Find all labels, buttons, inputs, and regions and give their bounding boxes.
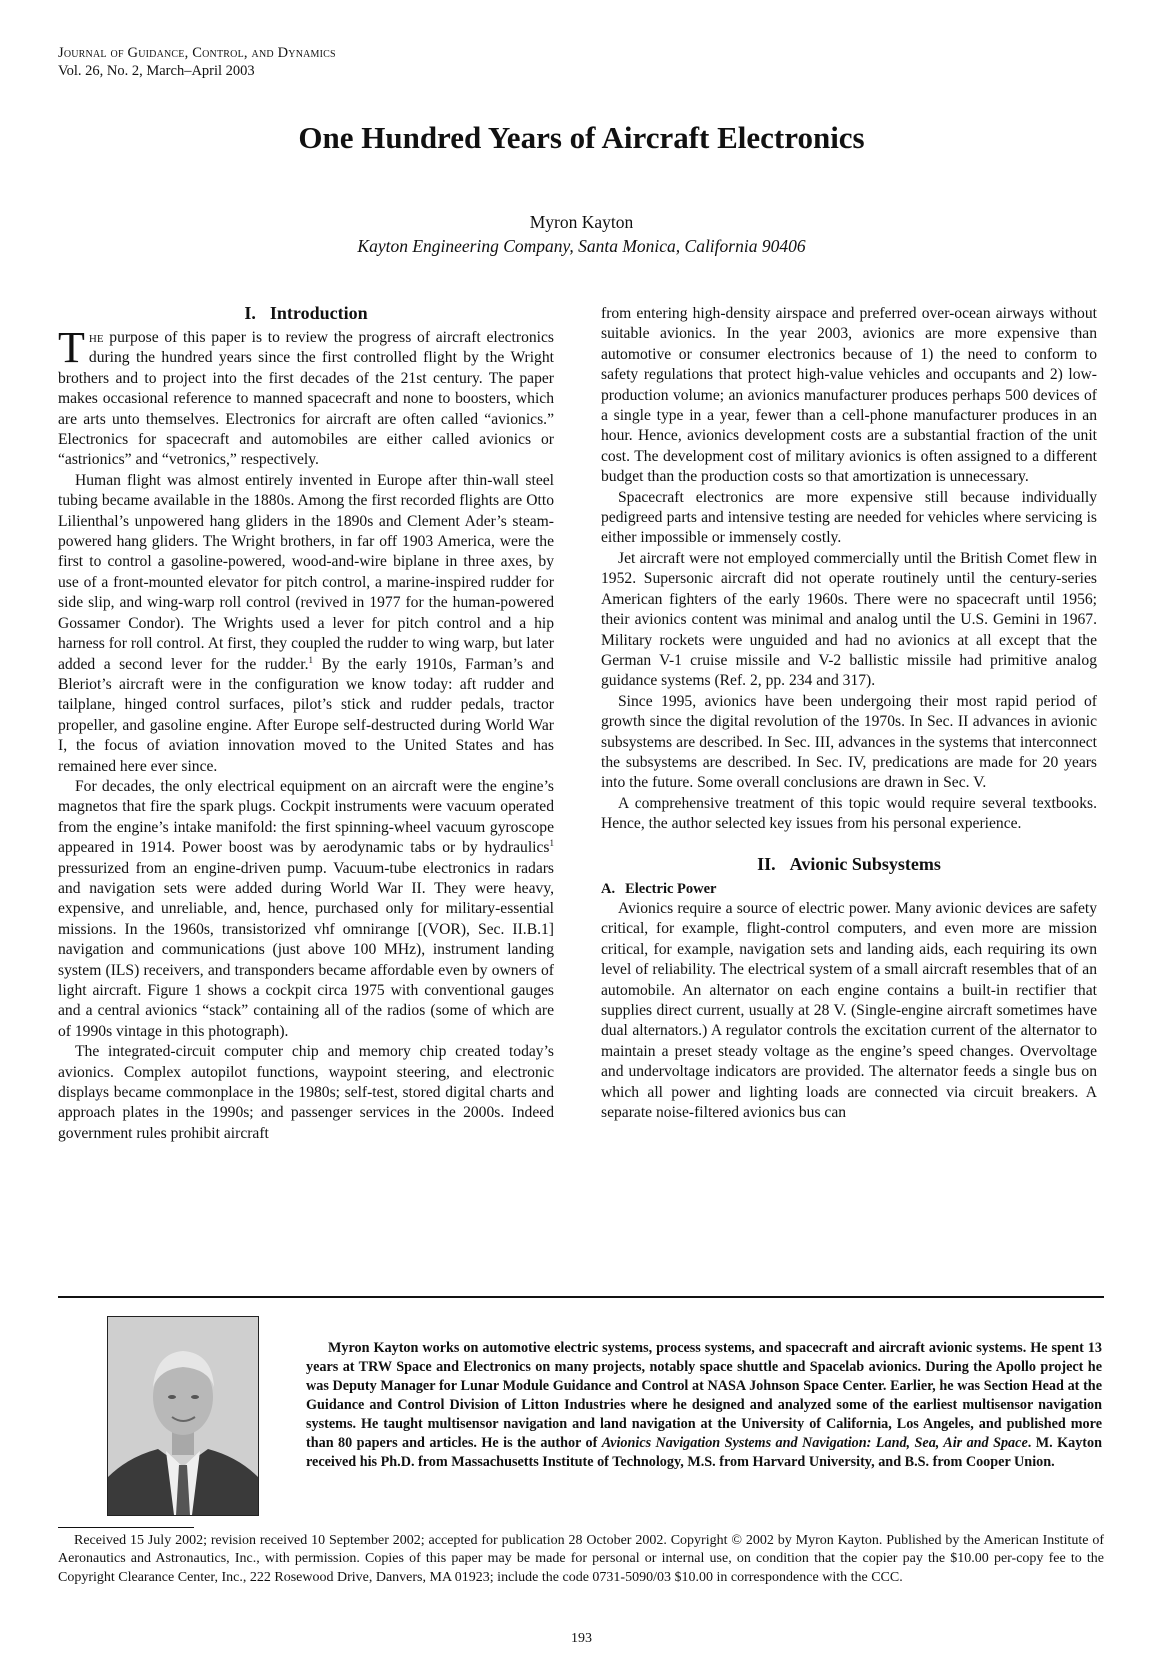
- section-number: I.: [244, 303, 256, 323]
- left-column: [58, 302, 554, 1144]
- drop-cap: T: [58, 323, 85, 372]
- paragraph: [58, 777, 554, 1042]
- right-column: [601, 304, 1097, 1123]
- page-number: 193: [571, 1631, 592, 1646]
- paragraph-text: pressurized from an engine-driven pump. Vacuum-tube electronics in radars and navigation sets were added during World War II. They were heavy, expensive, and unreliable, and, hence, purchased only for military-essential missions. In the 1960s, transistorized vhf omnirange [(VOR), Sec. II.B.1] navigation and communications (just above 100 MHz), instrument landing system (ILS) receivers, and transponders became affordable even by owners of light aircraft. Figure 1 shows a cockpit circa 1975 with conventional gauges and a central avionics “stack” containing all of the radios (some of which are of 1990s vintage in this photograph).: [58, 859, 554, 1040]
- footnote-text: 2002 by Myron Kayton. Published by the American Institute of Aeronautics and Astronautics, Inc., with permission. Copies of this paper may be made for personal or internal use, on condition that the copier pay the $10.00 per-copy fee to the Copyright Clearance Center, Inc., 222 Rosewood Drive, Danvers, MA 01923; include the code 0731-5090/03 $10.00 in correspondence with the CCC.: [58, 1533, 1105, 1585]
- section-heading-avionic-subsystems: [601, 853, 1097, 875]
- paragraph: [58, 471, 554, 777]
- paragraph: Since 1995, avionics have been undergoing their most rapid period of growth since the digital revolution of the 1970s. In Sec. II advances in avionic subsystems are described. In Sec. III, advances in the systems that interconnect the subsystems are described. In Sec. IV, predications are made for 20 years into the future. Some overall conclusions are drawn in Sec. V.: [601, 692, 1097, 792]
- footnote-text: Received 15 July 2002; revision received 10 September 2002; accepted for publication 28 October 2002. Copyright: [74, 1533, 732, 1548]
- author-photo: [107, 1316, 259, 1516]
- subsection-label: A.: [601, 880, 616, 897]
- paragraph: [58, 323, 554, 471]
- smallcaps-lead: he: [88, 329, 104, 346]
- copyright-symbol: ©: [731, 1533, 743, 1548]
- paragraph-text: For decades, the only electrical equipment on an aircraft were the engine’s magnetos that fire the spark plugs. Cockpit instruments were vacuum operated from the engine’s intake manifold: the first spinning-wheel vacuum gyroscope appeared in 1914. Power boost was by aerodynamic tabs or by hydraulics: [58, 777, 554, 857]
- author-name: Myron Kayton: [529, 212, 634, 232]
- subsection-heading-electric-power: [601, 879, 1097, 899]
- bio-text: Myron Kayton works on automotive electric systems, process systems, and spacecraft and aircraft avionic systems. He spent 13 years at TRW Space and Electronics on many projects, notably space shuttle and Spacelab avionics. During the Apollo project he was Deputy Manager for Lunar Module Guidance and Control at NASA Johnson Space Center. Earlier, he was Section Head at the Guidance and Control Division of Litton Industries where he designed and analyzed some of the earliest multisensor navigation systems. He taught multisensor navigation and land navigation at the University of California, Los Angeles, and published more than 80 papers and articles. He is the author of: [306, 1340, 1102, 1451]
- reference-superscript: 1: [308, 654, 313, 665]
- paragraph-text: purpose of this paper is to review the progress of aircraft electronics during the hundred years since the first controlled flight by the Wright brothers and to project into the first decades of the 21st century. The paper makes occasional reference to manned spacecraft and none to boosters, which are arts unto themselves. Electronics for aircraft are often called “avionics.” Electronics for spacecraft and automobiles are either called avionics or “astrionics” and “vetronics,” respectively.: [58, 329, 554, 469]
- book-title: Avionics Navigation Systems and Navigation: Land, Sea, Air and Space: [601, 1435, 1028, 1451]
- bio-divider: [58, 1296, 1104, 1298]
- footnote-paragraph: [58, 1532, 1104, 1587]
- footnote-rule: [58, 1527, 194, 1528]
- paragraph-text: Human flight was almost entirely invented in Europe after thin-wall steel tubing became available in the 1880s. Among the first recorded flights are Otto Lilienthal’s unpowered hang gliders in the 1890s and Clement Ader’s steam-powered hang gliders. The Wright brothers, in far off 1903 America, were the first to control a gasoline-powered, wood-and-wire biplane in three axes, by use of a front-mounted elevator for pitch control, a marine-inspired rudder for side slip, and wing-warp roll control (revived in 1977 for the human-powered Gossamer Condor). The Wrights used a lever for pitch control and a hip harness for roll control. At first, they coupled the rudder to wing warp, but later added a second lever for the rudder.: [58, 471, 554, 673]
- bio-paragraph: [306, 1339, 1102, 1472]
- paper-title: One Hundred Years of Aircraft Electronics: [298, 120, 865, 155]
- reference-superscript: 1: [549, 837, 554, 848]
- journal-name: Journal of Guidance, Control, and Dynamics: [58, 45, 336, 61]
- journal-header: [58, 44, 336, 80]
- bio-text: . M. Kayton received his Ph.D. from Massachusetts Institute of Technology, M.S. from Harvard University, and B.S. from Cooper Union.: [306, 1435, 1103, 1470]
- paragraph: Avionics require a source of electric power. Many avionic devices are safety critical, for example, flight-control computers, and even more are mission critical, for example, navigation sets and landing aids, each requiring its own level of reliability. The electrical system of a small aircraft resembles that of an automobile. An alternator on each engine contains a built-in rectifier that supplies direct current, usually at 28 V. (Single-engine aircraft sometimes have dual alternators.) A regulator controls the excitation current of the alternator to maintain a preset steady voltage as the engine’s speed changes. Overvoltage and undervoltage indicators are provided. The alternator feeds a single bus on which all power and lighting loads are connected via circuit breakers. A separate noise-filtered avionics bus can: [601, 899, 1097, 1122]
- section-title: Introduction: [269, 303, 368, 323]
- section-heading-introduction: [58, 302, 554, 324]
- section-title: Avionic Subsystems: [789, 853, 941, 874]
- author-portrait-icon: [108, 1317, 258, 1515]
- paragraph: from entering high-density airspace and preferred over-ocean airways without suitable avionics. In the year 2003, avionics are more expensive than automotive or consumer electronics because of 1) the need to conform to safety regulations that protect high-value vehicles and occupants and 2) low-production volume; an avionics manufacturer produces perhaps 500 devices of a single type in a year, fewer than a cell-phone manufacturer produces in an hour. Hence, avionics development costs are a substantial fraction of the unit cost. The development cost of military avionics is often assigned to a different budget than the production costs so that amortization is unnecessary.: [601, 305, 1097, 486]
- paragraph: The integrated-circuit computer chip and memory chip created today’s avionics. Complex autopilot functions, waypoint steering, and electronic displays became commonplace in the 1980s; self-test, stored digital charts and approach plates in the 1990s; and passenger services in the 2000s. Indeed government rules prohibit aircraft: [58, 1043, 554, 1142]
- subsection-title: Electric Power: [625, 880, 717, 897]
- section-number: II.: [757, 853, 776, 874]
- paragraph: Jet aircraft were not employed commercially until the British Comet flew in 1952. Supersonic aircraft did not operate routinely until the century-series American fighters of the early 1960s. There were no spacecraft until 1956; their avionics content was minimal and analog until the U.S. Gemini in 1967. Military rockets were unguided and had no avionics at all except that the German V-1 cruise missile and V-2 ballistic missile had primitive analog guidance systems (Ref. 2, pp. 234 and 317).: [601, 549, 1097, 690]
- paragraph: Spacecraft electronics are more expensive still because individually pedigreed parts and intensive testing are needed for vehicles where servicing is either impossible or immensely costly.: [601, 488, 1097, 547]
- author-affiliation: Kayton Engineering Company, Santa Monica, California 90406: [357, 236, 806, 256]
- paragraph-text: By the early 1910s, Farman’s and Bleriot’s aircraft were in the configuration we know today: aft rudder and tailplane, hinged control surfaces, pilot’s stick and rudder pedals, tractor propeller, and gasoline engine. After Europe self-destructed during World War I, the focus of aviation innovation moved to the United States and has remained here ever since.: [58, 655, 554, 775]
- publication-footnote: [58, 1532, 1104, 1587]
- author-bio: [306, 1339, 1102, 1472]
- journal-volume: Vol. 26, No. 2, March–April 2003: [58, 63, 255, 79]
- paragraph: A comprehensive treatment of this topic would require several textbooks. Hence, the author selected key issues from his personal experience.: [601, 794, 1097, 833]
